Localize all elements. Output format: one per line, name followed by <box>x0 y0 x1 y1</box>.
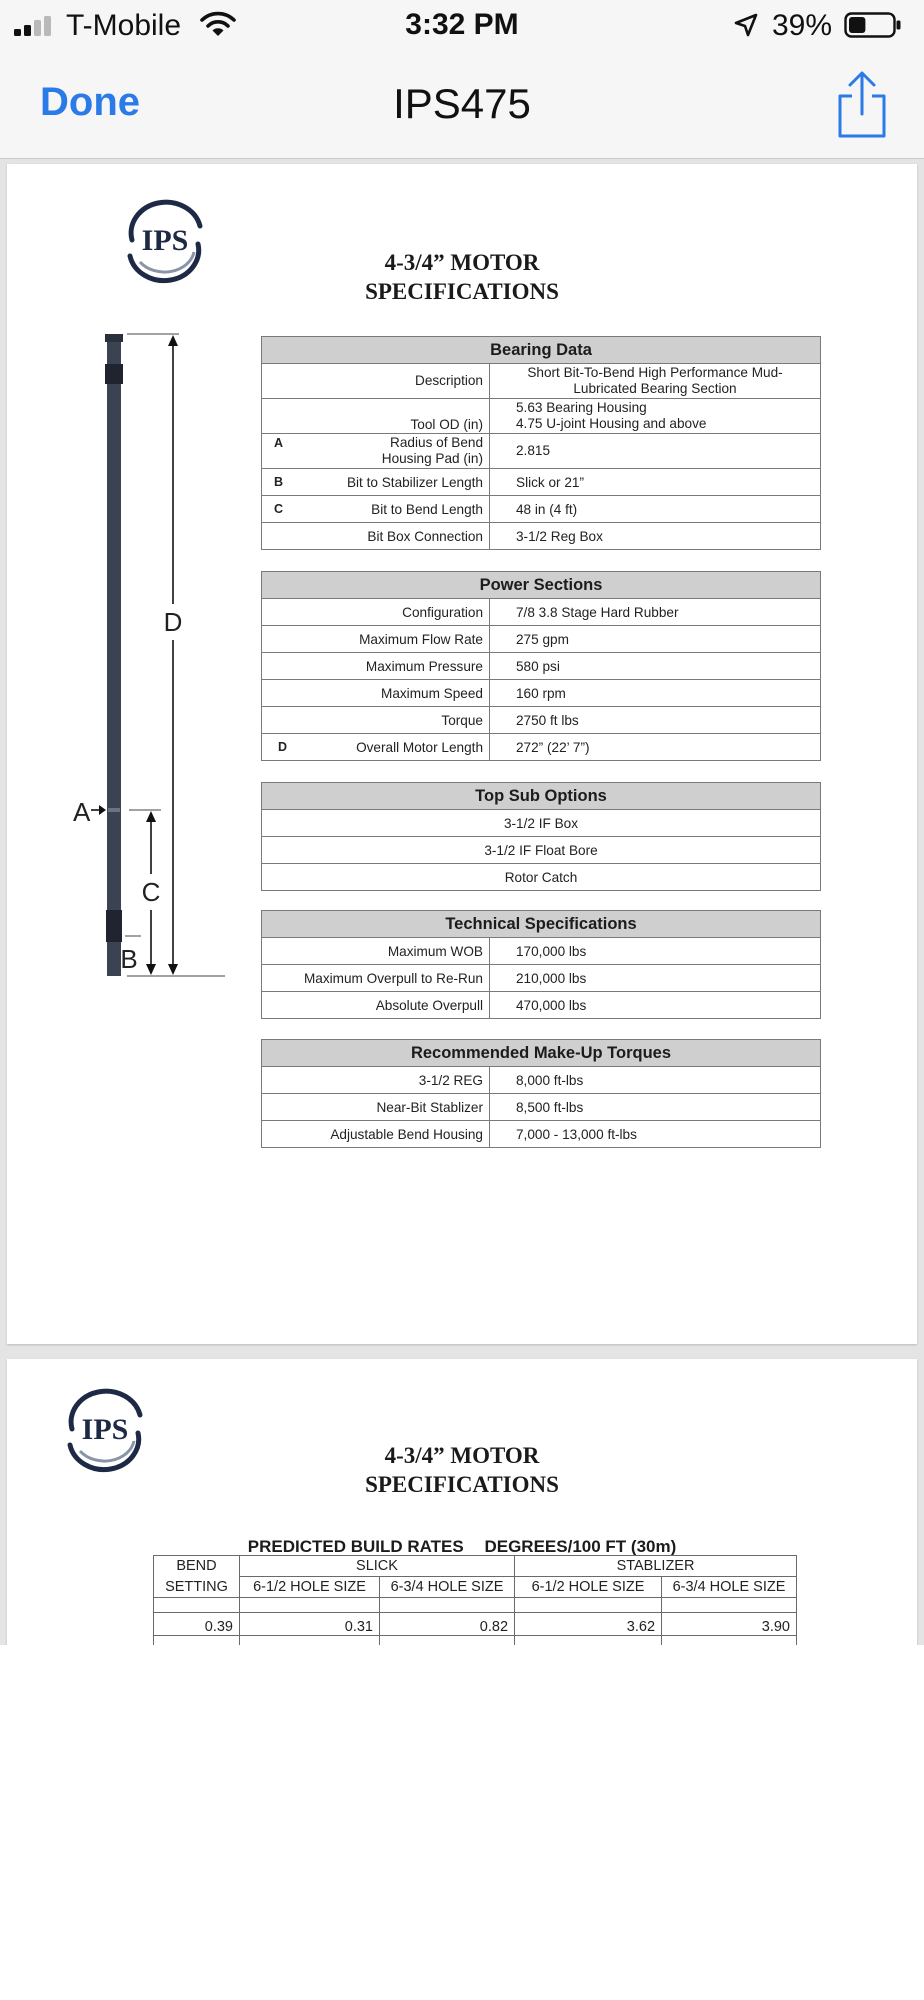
title-line-2: SPECIFICATIONS <box>365 1472 559 1497</box>
spec-label: Near-Bit Stablizer <box>262 1094 490 1121</box>
option-value: 3-1/2 IF Box <box>262 810 821 837</box>
share-icon[interactable] <box>832 68 892 140</box>
table-row <box>262 626 821 653</box>
carrier-name: T-Mobile <box>66 9 182 42</box>
spec-label: Configuration <box>262 599 490 626</box>
column-header: 6-1/2 HOLE SIZE <box>515 1577 662 1598</box>
spec-label: 3-1/2 REG <box>262 1067 490 1094</box>
make-up-torques-header: Recommended Make-Up Torques <box>262 1040 821 1067</box>
table-row <box>262 434 821 469</box>
build-rates-units: DEGREES/100 FT (30m) <box>484 1537 677 1556</box>
table-row <box>262 653 821 680</box>
battery-percent: 39% <box>772 9 833 42</box>
bit-box <box>108 942 120 976</box>
build-rates-heading <box>7 1537 917 1557</box>
table-cell: 3.62 <box>515 1613 662 1636</box>
pdf-viewer[interactable] <box>0 159 924 1645</box>
power-sections-table <box>261 571 821 761</box>
spec-value: 275 gpm <box>490 626 821 653</box>
battery-icon <box>844 12 902 38</box>
top-sub-options-header: Top Sub Options <box>262 783 821 810</box>
column-header: 6-1/2 HOLE SIZE <box>240 1577 380 1598</box>
spec-value: 2750 ft lbs <box>490 707 821 734</box>
bearing-data-header: Bearing Data <box>262 337 821 364</box>
document-title: IPS475 <box>393 80 531 127</box>
technical-specifications-table <box>261 910 821 1019</box>
table-cell: 0.82 <box>380 1613 515 1636</box>
table-row <box>154 1613 797 1636</box>
spec-label: Description <box>262 364 490 399</box>
motor-diagram <box>73 334 247 1164</box>
navigation-bar <box>0 50 924 159</box>
stabilizer-group-header: STABLIZER <box>515 1556 797 1577</box>
table-cell: 0.31 <box>240 1613 380 1636</box>
spec-value: 2.815 <box>490 434 821 469</box>
logo-text: IPS <box>141 224 189 257</box>
bend-housing <box>108 808 120 812</box>
pdf-page-1 <box>7 164 917 1344</box>
marker-c: C <box>274 501 284 516</box>
spec-value: 210,000 lbs <box>490 965 821 992</box>
bend-setting-header-2: SETTING <box>154 1577 240 1598</box>
spec-label: Maximum Flow Rate <box>262 626 490 653</box>
table-row <box>154 1598 797 1613</box>
spec-value: 48 in (4 ft) <box>490 496 821 523</box>
spec-value: 8,000 ft-lbs <box>490 1067 821 1094</box>
build-rates-table <box>153 1555 797 1659</box>
table-cell: 3.90 <box>662 1613 797 1636</box>
spec-value: 3-1/2 Reg Box <box>490 523 821 550</box>
table-row <box>154 1556 797 1577</box>
spec-value: 160 rpm <box>490 680 821 707</box>
spec-label: Bit Box Connection <box>262 523 490 550</box>
title-line-1: 4-3/4” MOTOR <box>384 1443 540 1468</box>
spec-value: 7/8 3.8 Stage Hard Rubber <box>490 599 821 626</box>
top-sub-options-table <box>261 782 821 891</box>
table-row <box>262 523 821 550</box>
title-line-1: 4-3/4” MOTOR <box>384 250 540 275</box>
spec-label: Torque <box>262 707 490 734</box>
spec-value: 470,000 lbs <box>490 992 821 1019</box>
marker-b: B <box>274 474 284 489</box>
spec-label: Tool OD (in) <box>262 399 490 434</box>
location-arrow-icon <box>733 12 759 38</box>
page-title <box>7 248 917 306</box>
spec-label: Maximum Speed <box>262 680 490 707</box>
done-button[interactable]: Done <box>40 80 140 124</box>
table-row <box>262 399 821 434</box>
option-value: Rotor Catch <box>262 864 821 891</box>
spec-label: Maximum Overpull to Re-Run <box>262 965 490 992</box>
table-row <box>262 469 821 496</box>
table-row <box>262 599 821 626</box>
table-row <box>262 864 821 891</box>
page-title <box>7 1441 917 1499</box>
spec-label: Adjustable Bend Housing <box>262 1121 490 1148</box>
stabilizer <box>106 910 122 942</box>
top-sub <box>105 364 123 384</box>
table-row <box>262 680 821 707</box>
spec-value: 8,500 ft-lbs <box>490 1094 821 1121</box>
table-row <box>262 992 821 1019</box>
make-up-torques-table <box>261 1039 821 1148</box>
spec-value: Slick or 21” <box>490 469 821 496</box>
power-sections-header: Power Sections <box>262 572 821 599</box>
label-b: B <box>120 944 138 974</box>
spec-value: 7,000 - 13,000 ft-lbs <box>490 1121 821 1148</box>
spec-label: Maximum WOB <box>262 938 490 965</box>
spec-label: A Radius of Bend Housing Pad (in) <box>262 434 490 469</box>
slick-group-header: SLICK <box>240 1556 515 1577</box>
option-value: 3-1/2 IF Float Bore <box>262 837 821 864</box>
bearing-data-table <box>261 336 821 550</box>
marker-a: A <box>274 436 284 450</box>
spec-value: 5.63 Bearing Housing 4.75 U-joint Housing and above <box>490 399 821 434</box>
logo-text: IPS <box>81 1413 129 1446</box>
table-row <box>262 1121 821 1148</box>
table-row <box>262 1094 821 1121</box>
table-cell: 0.39 <box>154 1613 240 1636</box>
spec-value: Short Bit-To-Bend High Performance Mud- Lubricated Bearing Section <box>490 364 821 399</box>
spec-value: 272” (22’ 7”) <box>490 734 821 761</box>
table-row <box>262 707 821 734</box>
spec-label: Absolute Overpull <box>262 992 490 1019</box>
marker-d: D <box>278 739 288 754</box>
spec-label: C Bit to Bend Length <box>262 496 490 523</box>
spec-value: 580 psi <box>490 653 821 680</box>
table-row <box>262 1067 821 1094</box>
table-row <box>262 810 821 837</box>
pdf-page-2 <box>7 1359 917 1679</box>
table-row <box>262 734 821 761</box>
table-row <box>262 965 821 992</box>
table-row <box>262 938 821 965</box>
bend-setting-header: BEND <box>154 1556 240 1577</box>
table-row <box>154 1577 797 1598</box>
table-row <box>262 364 821 399</box>
motor-body <box>107 334 121 976</box>
spec-value: 170,000 lbs <box>490 938 821 965</box>
spec-label: D Overall Motor Length <box>262 734 490 761</box>
status-bar <box>0 0 924 50</box>
build-rates-title: PREDICTED BUILD RATES <box>247 1537 464 1556</box>
column-header: 6-3/4 HOLE SIZE <box>380 1577 515 1598</box>
table-row <box>262 837 821 864</box>
spec-label: Maximum Pressure <box>262 653 490 680</box>
status-time: 3:32 PM <box>405 8 519 41</box>
label-d: D <box>163 607 183 637</box>
table-row <box>262 496 821 523</box>
spec-label: B Bit to Stabilizer Length <box>262 469 490 496</box>
label-c: C <box>141 877 161 907</box>
title-line-2: SPECIFICATIONS <box>365 279 559 304</box>
column-header: 6-3/4 HOLE SIZE <box>662 1577 797 1598</box>
empty-area <box>0 1645 924 2000</box>
technical-specifications-header: Technical Specifications <box>262 911 821 938</box>
label-a: A <box>73 797 91 827</box>
